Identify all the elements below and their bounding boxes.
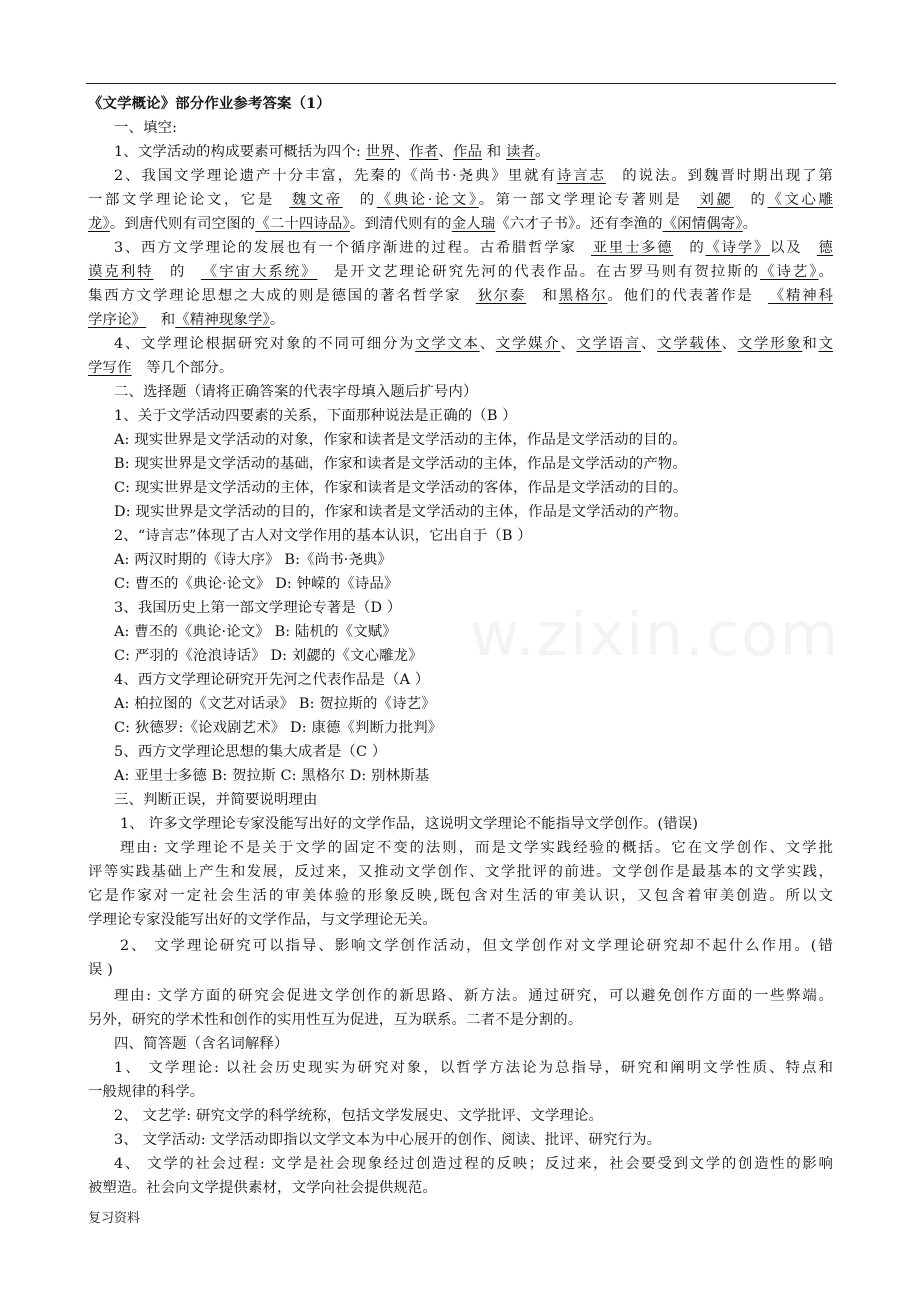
judge-q1: 1、 许多文学理论专家没能写出好的文学作品，这说明文学理论不能指导文学创作。(错误) bbox=[120, 816, 699, 832]
fill-q2-line3: 龙》。到唐代则有司空图的《二十四诗品》。到清代则有的金人瑞《六才子书》。还有李渔的《闲情偶寄》。 bbox=[88, 216, 758, 232]
section-heading-short: 四、简答题（含名词解释） bbox=[114, 1036, 289, 1052]
choice-line: C: 狄德罗:《论戏剧艺术》 D: 康德《判断力批判》 bbox=[114, 720, 443, 736]
choice-line: A: 现实世界是文学活动的对象，作家和读者是文学活动的主体，作品是文学活动的目的。 bbox=[114, 432, 687, 448]
choice-line: 2、“诗言志”体现了古人对文学作用的基本认识，它出自于（B ） bbox=[114, 528, 532, 544]
choice-line: D: 现实世界是文学活动的目的，作家和读者是文学活动的主体，作品是文学活动的产物。 bbox=[114, 504, 688, 520]
fill-q3-line3: 集西方文学理论思想之大成的则是德国的著名哲学家 狄尔泰 和黑格尔。他们的代表著作是 《精神科 bbox=[88, 288, 833, 304]
judge-r1-line: 理由: 文学理论不是关于文学的固定不变的法则，而是文学实践经验的概括。它在文学创作、文学批 bbox=[120, 840, 833, 856]
fill-q2-line1: 2、我国文学理论遗产十分丰富，先秦的《尚书·尧典》里就有诗言志 的说法。到魏晋时期出现了第 bbox=[114, 168, 833, 184]
fill-q2-line2: 一部文学理论论文，它是 魏文帝 的《典论·论文》。第一部文学理论专著则是 刘勰 的《文心雕 bbox=[88, 192, 833, 208]
fill-q3-line4: 学序论》 和《精神现象学》。 bbox=[88, 312, 285, 328]
choice-line: 5、西方文学理论思想的集大成者是（C ） bbox=[114, 744, 387, 760]
choice-line: C: 曹丕的《典论·论文》 D: 钟嵘的《诗品》 bbox=[114, 576, 399, 592]
fill-q3-line2: 谟克利特 的 《宇宙大系统》 是开文艺理论研究先河的代表作品。在古罗马则有贺拉斯的《诗艺》。 bbox=[88, 264, 833, 280]
section-heading-fill: 一、填空: bbox=[114, 120, 178, 136]
judge-q2-line: 误 ) bbox=[88, 962, 114, 978]
choice-line: C: 严羽的《沧浪诗话》 D: 刘勰的《文心雕龙》 bbox=[114, 648, 423, 664]
fill-q3-line1: 3、西方文学理论的发展也有一个循序渐进的过程。古希腊哲学家 亚里士多德 的《诗学》以及 德 bbox=[114, 240, 833, 256]
short-line: 被塑造。社会向文学提供素材，文学向社会提供规范。 bbox=[88, 1180, 437, 1196]
judge-r1-line: 学理论专家没能写出好的文学作品，与文学理论无关。 bbox=[88, 912, 437, 928]
choice-line: 1、关于文学活动四要素的关系，下面那种说法是正确的（B ） bbox=[114, 408, 517, 424]
judge-r1-line: 评等实践基础上产生和发展，反过来，又推动文学创作、文学批评的前进。文学创作是最基本的文学实践， bbox=[88, 864, 833, 880]
choice-line: C: 现实世界是文学活动的主体，作家和读者是文学活动的客体，作品是文学活动的目的。 bbox=[114, 480, 688, 496]
short-line: 3、 文学活动: 文学活动即指以文学文本为中心展开的创作、阅读、批评、研究行为。 bbox=[114, 1132, 662, 1148]
short-line: 1、 文学理论: 以社会历史现实为研究对象，以哲学方法论为总指导，研究和阐明文学性质、特点和 bbox=[114, 1060, 833, 1076]
short-line: 一般规律的科学。 bbox=[88, 1084, 205, 1100]
choice-line: B: 现实世界是文学活动的基础，作家和读者是文学活动的主体，作品是文学活动的产物。 bbox=[114, 456, 687, 472]
judge-r2-line: 理由: 文学方面的研究会促进文学创作的新思路、新方法。通过研究，可以避免创作方面的一些弊端。 bbox=[114, 988, 833, 1004]
fill-q4-line1: 4、文学理论根据研究对象的不同可细分为文学文本、文学媒介、文学语言、文学载体、文学形象和文 bbox=[114, 336, 833, 352]
choice-line: A: 柏拉图的《文艺对话录》 B: 贺拉斯的《诗艺》 bbox=[114, 696, 436, 712]
page-footer: 复习资料 bbox=[88, 1211, 141, 1226]
header-rule bbox=[86, 83, 836, 84]
choice-line: A: 曹丕的《典论·论文》 B: 陆机的《文赋》 bbox=[114, 624, 397, 640]
fill-q1: 1、文学活动的构成要素可概括为四个: 世界、作者、作品 和 读者。 bbox=[114, 144, 550, 160]
judge-r1-line: 它是作家对一定社会生活的审美体验的形象反映,既包含对生活的审美认识，又包含着审美创造。所以文 bbox=[88, 888, 833, 904]
section-heading-choice: 二、选择题（请将正确答案的代表字母填入题后扩号内） bbox=[114, 384, 478, 400]
choice-line: A: 亚里士多德 B: 贺拉斯 C: 黑格尔 D: 别林斯基 bbox=[114, 768, 430, 784]
judge-q2-line: 2、 文学理论研究可以指导、影响文学创作活动，但文学创作对文学理论研究却不起什么作用。(错 bbox=[120, 938, 833, 954]
watermark: w.zixin.com bbox=[470, 600, 841, 670]
section-heading-judge: 三、判断正误，并简要说明理由 bbox=[114, 792, 318, 808]
choice-line: 3、我国历史上第一部文学理论专著是（D ） bbox=[114, 600, 402, 616]
choice-line: 4、西方文学理论研究开先河之代表作品是（A ） bbox=[114, 672, 430, 688]
choice-line: A: 两汉时期的《诗大序》 B:《尚书·尧典》 bbox=[114, 552, 393, 568]
fill-q4-line2: 学写作 等几个部分。 bbox=[88, 360, 234, 376]
judge-r2-line: 另外，研究的学术性和创作的实用性互为促进，互为联系。二者不是分割的。 bbox=[88, 1012, 583, 1028]
short-line: 2、 文艺学: 研究文学的科学统称，包括文学发展史、文学批评、文学理论。 bbox=[114, 1108, 604, 1124]
document-title: 《文学概论》部分作业参考答案（1） bbox=[88, 95, 331, 112]
short-line: 4、 文学的社会过程: 文学是社会现象经过创造过程的反映；反过来，社会要受到文学的创造性的影响 bbox=[114, 1156, 833, 1172]
